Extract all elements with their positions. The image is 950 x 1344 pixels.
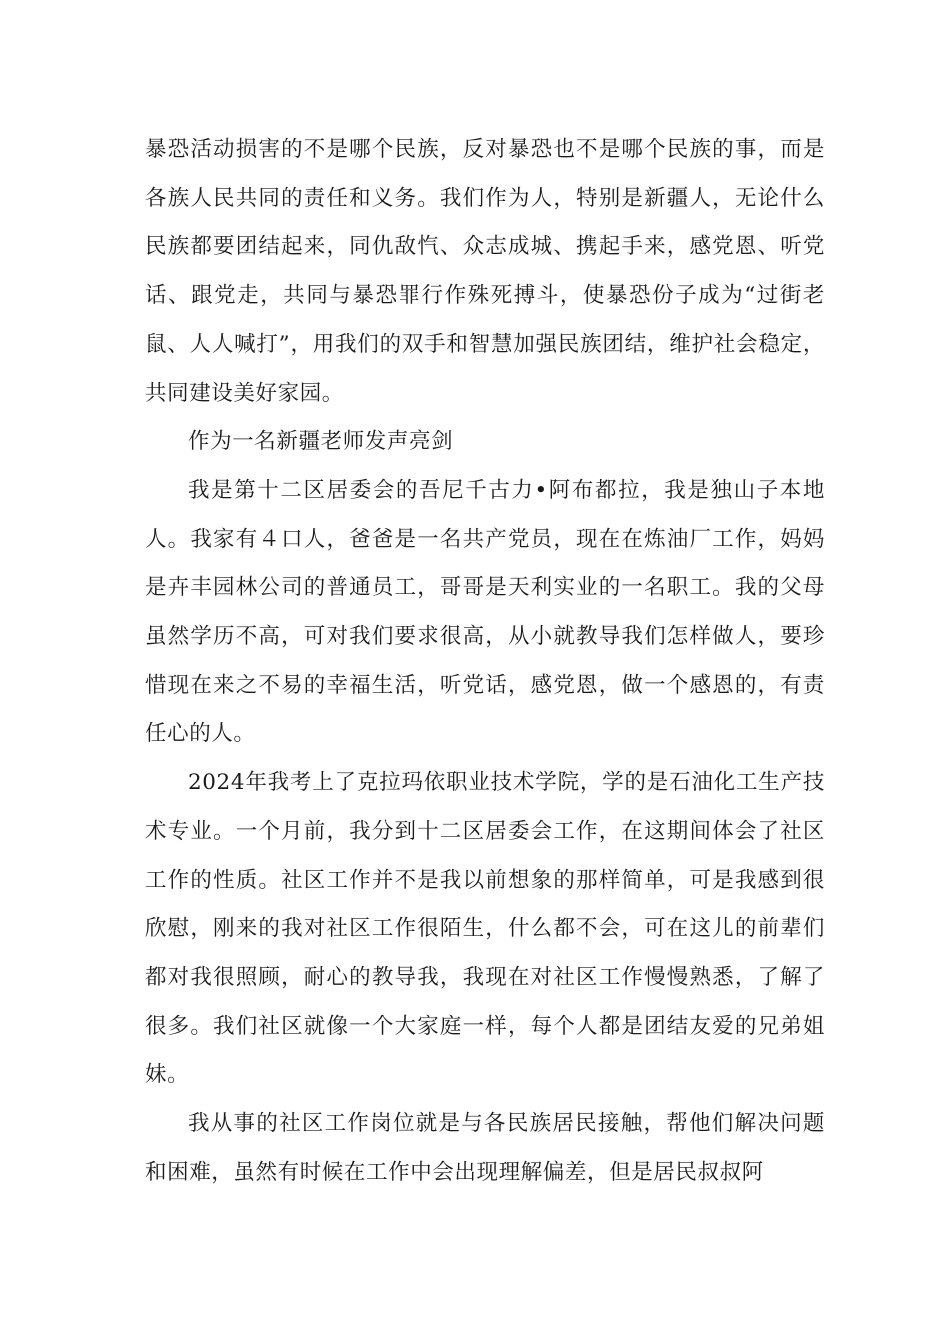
paragraph-3: 2024年我考上了克拉玛依职业技术学院，学的是石油化工生产技术专业。一个月前，我分到十二区居委会工作，在这期间体会了社区工作的性质。社区工作并不是我以前想象的那样简单，可是我感到很欣慰，刚来的我对社区工作很陌生，什么都不会，可在这儿的前辈们都对我很照顾，耐心的教导我，我现在对社区工作慢慢熟悉，了解了很多。我们社区就像一个大家庭一样，每个人都是团结友爱的兄弟姐妹。 — [145, 770, 825, 1088]
paragraph-1: 暴恐活动损害的不是哪个民族，反对暴恐也不是哪个民族的事，而是各族人民共同的责任和义务。我们作为人，特别是新疆人，无论什么民族都要团结起来，同仇敌忾、众志成城、携起手来，感党恩、听党话、跟党走，共同与暴恐罪行作殊死搏斗，使暴恐份子成为“过街老鼠、人人喊打”，用我们的双手和智慧加强民族团结，维护社会稳定，共同建设美好家园。 — [145, 137, 825, 406]
paragraph-2: 我是第十二区居委会的吾尼千古力•阿布都拉，我是独山子本地人。我家有４口人，爸爸是一名共产党员，现在在炼油厂工作，妈妈是卉丰园林公司的普通员工，哥哥是天利实业的一名职工。我的父母虽然学历不高，可对我们要求很高，从小就教导我们怎样做人，要珍惜现在来之不易的幸福生活，听党话，感党恩，做一个感恩的，有责任心的人。 — [145, 477, 825, 747]
document-body — [145, 126, 825, 1197]
paragraph-4: 我从事的社区工作岗位就是与各民族居民接触，帮他们解决问题和困难，虽然有时候在工作中会出现理解偏差，但是居民叔叔阿 — [145, 1111, 825, 1185]
section-heading: 作为一名新疆老师发声亮剑 — [188, 429, 454, 455]
